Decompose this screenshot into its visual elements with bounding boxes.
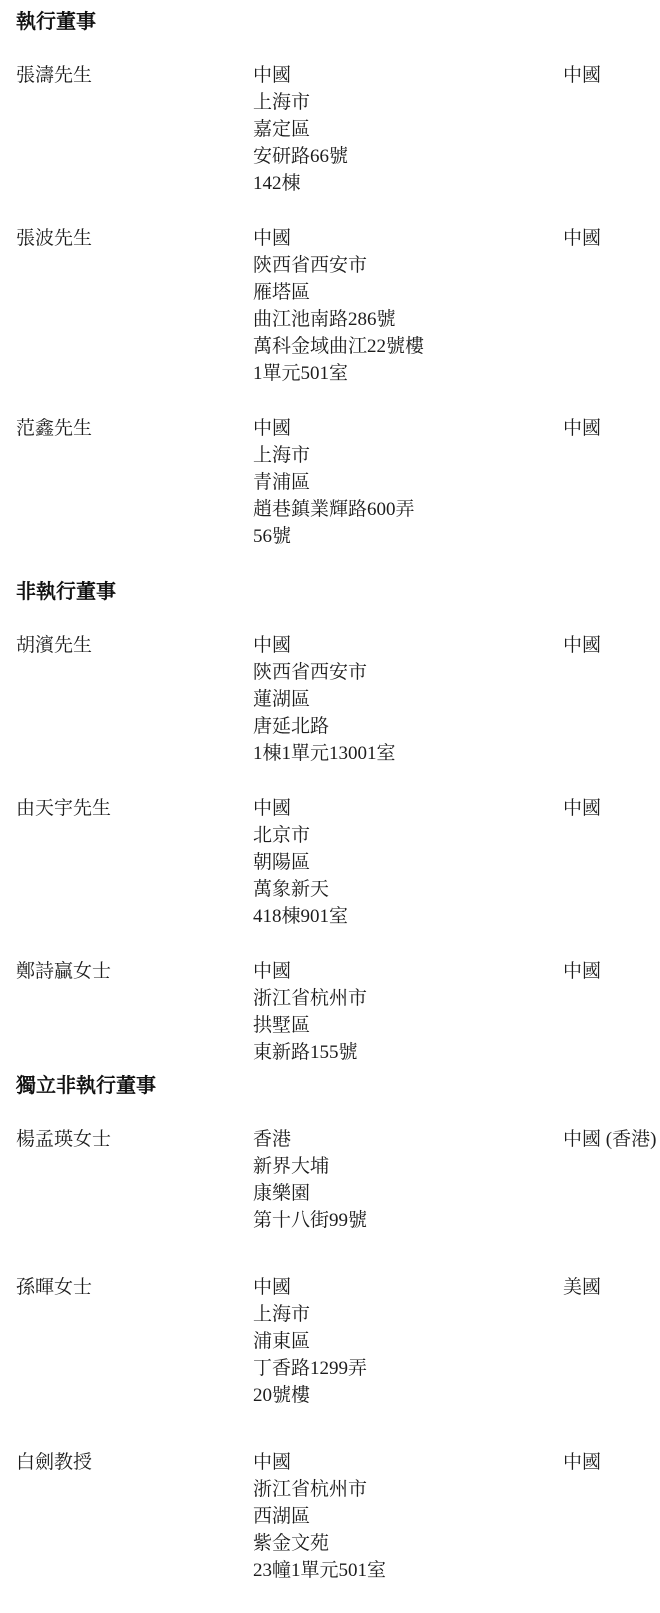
address-line: 雁塔區: [253, 282, 311, 303]
director-name: 張波先生: [16, 228, 93, 249]
section-header: 執行董事: [16, 11, 96, 33]
director-nationality: 美國: [563, 1277, 602, 1298]
director-address: [253, 958, 563, 1066]
director-address: [253, 1274, 563, 1409]
section-header: 獨立非執行董事: [16, 1075, 156, 1097]
director-nationality: 中國: [563, 961, 602, 982]
section-non-executive-directors: [16, 578, 660, 1066]
director-row: [16, 1274, 660, 1409]
address-line: 北京市: [253, 825, 311, 846]
director-address: [253, 415, 563, 550]
director-nationality: 中國: [563, 798, 602, 819]
address-line: 萬科金域曲江22號樓: [253, 336, 425, 357]
address-line: 中國: [253, 418, 292, 439]
address-line: 拱墅區: [253, 1015, 311, 1036]
address-line: 陝西省西安市: [253, 662, 368, 683]
director-row: [16, 795, 660, 930]
address-line: 安研路66號: [253, 146, 349, 167]
address-line: 萬象新天: [253, 879, 330, 900]
address-line: 浦東區: [253, 1331, 311, 1352]
director-name: 范鑫先生: [16, 418, 93, 439]
address-line: 20號樓: [253, 1385, 311, 1406]
address-line: 西湖區: [253, 1506, 311, 1527]
address-line: 中國: [253, 228, 292, 249]
address-line: 嘉定區: [253, 119, 311, 140]
address-line: 上海市: [253, 445, 311, 466]
address-line: 中國: [253, 961, 292, 982]
director-name: 白劍教授: [16, 1452, 93, 1473]
address-line: 上海市: [253, 92, 311, 113]
address-line: 康樂園: [253, 1183, 311, 1204]
address-line: 中國: [253, 1452, 292, 1473]
section-header: 非執行董事: [16, 581, 116, 603]
address-line: 1棟1單元13001室: [253, 743, 396, 764]
director-address: [253, 62, 563, 197]
address-line: 中國: [253, 635, 292, 656]
director-nationality: 中國: [563, 228, 602, 249]
director-row: [16, 62, 660, 197]
address-line: 浙江省杭州市: [253, 1479, 368, 1500]
director-name: 胡濱先生: [16, 635, 93, 656]
address-line: 蓮湖區: [253, 689, 311, 710]
address-line: 上海市: [253, 1304, 311, 1325]
address-line: 142棟: [253, 173, 301, 194]
address-line: 青浦區: [253, 472, 311, 493]
director-address: [253, 225, 563, 387]
director-row: [16, 958, 660, 1066]
director-address: [253, 795, 563, 930]
address-line: 朝陽區: [253, 852, 311, 873]
director-row: [16, 1126, 660, 1234]
address-line: 中國: [253, 65, 292, 86]
director-name: 孫暉女士: [16, 1277, 93, 1298]
director-address: [253, 632, 563, 767]
address-line: 趙巷鎮業輝路600弄: [253, 499, 415, 520]
director-row: [16, 1449, 660, 1584]
address-line: 紫金文苑: [253, 1533, 330, 1554]
address-line: 東新路155號: [253, 1042, 358, 1063]
address-line: 中國: [253, 1277, 292, 1298]
address-line: 中國: [253, 798, 292, 819]
director-address: [253, 1126, 563, 1234]
address-line: 1單元501室: [253, 363, 349, 384]
section-independent-non-executive-directors: [16, 1072, 660, 1584]
address-line: 陝西省西安市: [253, 255, 368, 276]
director-row: [16, 225, 660, 387]
address-line: 第十八街99號: [253, 1210, 368, 1231]
director-address: [253, 1449, 563, 1584]
director-nationality: 中國 (香港): [563, 1129, 657, 1150]
address-line: 56號: [253, 526, 292, 547]
director-nationality: 中國: [563, 635, 602, 656]
address-line: 曲江池南路286號: [253, 309, 396, 330]
address-line: 418棟901室: [253, 906, 349, 927]
address-line: 23幢1單元501室: [253, 1560, 387, 1581]
address-line: 新界大埔: [253, 1156, 330, 1177]
director-nationality: 中國: [563, 418, 602, 439]
address-line: 唐延北路: [253, 716, 330, 737]
director-name: 鄭詩贏女士: [16, 961, 112, 982]
director-nationality: 中國: [563, 65, 602, 86]
director-row: [16, 415, 660, 550]
director-nationality: 中國: [563, 1452, 602, 1473]
director-name: 張濤先生: [16, 65, 93, 86]
director-row: [16, 632, 660, 767]
address-line: 浙江省杭州市: [253, 988, 368, 1009]
address-line: 香港: [253, 1129, 292, 1150]
director-name: 由天宇先生: [16, 798, 112, 819]
director-name: 楊孟瑛女士: [16, 1129, 112, 1150]
address-line: 丁香路1299弄: [253, 1358, 368, 1379]
section-executive-directors: [16, 8, 660, 550]
